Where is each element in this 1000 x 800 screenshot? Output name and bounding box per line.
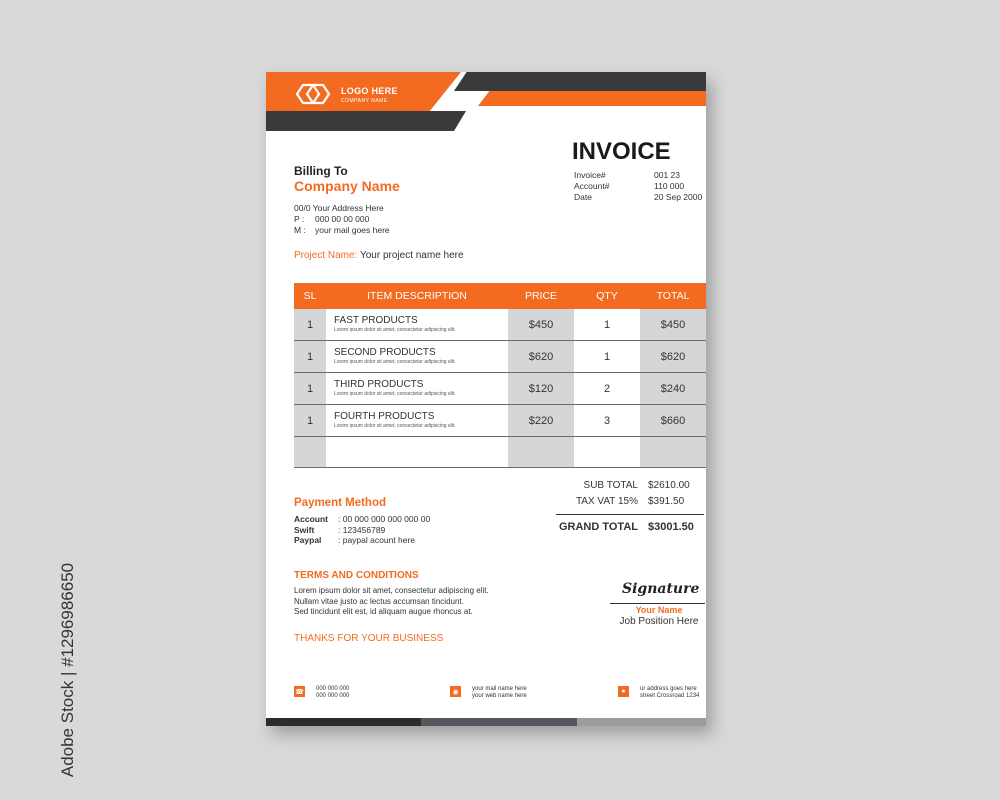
table-row-empty	[294, 437, 706, 468]
mail-row: M : your mail goes here	[294, 225, 390, 235]
signature-line	[610, 603, 705, 604]
invoice-meta	[574, 170, 702, 203]
phone-row: P : 000 00 00 000	[294, 214, 370, 224]
row-price: $450	[508, 309, 574, 340]
location-icon: ●	[618, 686, 629, 697]
footer-bar-dark	[266, 718, 421, 726]
row-sl: 1	[294, 341, 326, 372]
item-note: Lorem ipsum dolor sit amet, consectetur adipiscing elit.	[334, 423, 456, 429]
tax-row: TAX VAT 15% $391.50	[575, 495, 685, 507]
footer-bar-mid	[421, 718, 577, 726]
grand-total-row: GRAND TOTAL $3001.50	[558, 521, 694, 533]
row-total: $660	[640, 405, 706, 436]
billing-heading: Billing To	[294, 164, 348, 178]
header-description: ITEM DESCRIPTION	[367, 290, 467, 302]
header-sl: SL	[303, 290, 317, 302]
row-qty: 3	[603, 414, 611, 427]
row-price: $620	[508, 341, 574, 372]
project-label: Project Name:	[294, 250, 358, 261]
footer-phone: ☎ 000 000 000 000 000 000	[295, 686, 350, 699]
payment-details	[294, 514, 430, 546]
signature-script: Signature	[622, 581, 700, 597]
payment-row-account: Account : 00 000 000 000 000 00	[294, 514, 431, 524]
item-note: Lorem ipsum dolor sit amet, consectetur adipiscing elit.	[334, 359, 456, 365]
footer-address: ● ur address goes here street Crossroad 1234	[618, 686, 699, 700]
table-row	[294, 309, 706, 341]
meta-row-invoice: Invoice# 001 23	[574, 170, 680, 180]
header-price: PRICE	[524, 290, 558, 302]
row-sl: 1	[294, 405, 326, 436]
payment-title: Payment Method	[294, 497, 387, 509]
row-sl: 1	[294, 373, 326, 404]
header-total: TOTAL	[656, 290, 690, 302]
logo-subtext: COMPANY NAME	[341, 98, 388, 104]
logo-icon	[295, 83, 331, 105]
row-description	[326, 405, 508, 436]
row-total: $240	[640, 373, 706, 404]
row-description	[326, 309, 508, 340]
items-table	[294, 283, 706, 468]
row-sl: 1	[294, 309, 326, 340]
item-name: FAST PRODUCTS	[334, 315, 418, 326]
signature-name: Your Name	[635, 605, 683, 615]
table-header	[294, 283, 706, 309]
address-line: 00/0 Your Address Here	[294, 203, 384, 213]
row-description	[326, 373, 508, 404]
item-note: Lorem ipsum dolor sit amet, consectetur adipiscing elit.	[334, 327, 456, 333]
row-qty: 2	[603, 382, 611, 395]
header-dark-band	[266, 111, 466, 131]
table-row	[294, 341, 706, 373]
stock-stamp: Adobe Stock | #1296986650	[58, 562, 77, 778]
terms-line: Sed tincidunt elit est, id aliquam augue rhoncus at.	[294, 607, 473, 616]
project-value: Your project name here	[359, 250, 464, 261]
invoice-sheet	[266, 72, 706, 726]
item-name: FOURTH PRODUCTS	[334, 411, 435, 422]
table-row	[294, 405, 706, 437]
footer-bar-light	[577, 718, 706, 726]
row-qty: 1	[603, 350, 611, 363]
meta-row-account: Account# 110 000	[574, 181, 685, 191]
thanks-note: THANKS FOR YOUR BUSINESS	[294, 633, 444, 644]
header-dark-right-band	[454, 72, 706, 91]
item-name: THIRD PRODUCTS	[334, 379, 424, 390]
row-description	[326, 341, 508, 372]
signature-position: Job Position Here	[619, 616, 699, 627]
terms-title: TERMS AND CONDITIONS	[294, 570, 419, 581]
terms-text	[294, 586, 554, 618]
totals-divider	[556, 514, 704, 515]
table-row	[294, 373, 706, 405]
row-price: $220	[508, 405, 574, 436]
row-total: $450	[640, 309, 706, 340]
payment-row-paypal: Paypal : paypal acount here	[294, 535, 416, 545]
header-orange-right-band	[478, 91, 706, 106]
payment-row-swift: Swift : 123456789	[294, 524, 386, 535]
billing-address	[294, 203, 390, 236]
logo-text: LOGO HERE	[341, 86, 398, 96]
terms-line: Nullam vitae justo ac lectus accumsan tincidunt.	[294, 596, 464, 606]
totals-block	[556, 477, 704, 535]
globe-icon: ◉	[450, 686, 461, 697]
meta-row-date: Date 20 Sep 2000	[574, 192, 703, 202]
row-qty: 1	[603, 318, 611, 331]
row-price: $120	[508, 373, 574, 404]
subtotal-row: SUB TOTAL $2610.00	[583, 479, 690, 491]
phone-icon: ☎	[294, 686, 305, 697]
terms-line: Lorem ipsum dolor sit amet, consectetur adipiscing elit.	[294, 586, 489, 595]
header-qty: QTY	[596, 290, 618, 302]
footer-web: ◉ your mail name here your web name here	[450, 686, 527, 700]
item-name: SECOND PRODUCTS	[334, 347, 436, 358]
company-name: Company Name	[294, 178, 400, 194]
invoice-title: INVOICE	[572, 138, 671, 165]
item-note: Lorem ipsum dolor sit amet, consectetur adipiscing elit.	[334, 391, 456, 397]
project-name	[294, 250, 464, 261]
row-total: $620	[640, 341, 706, 372]
